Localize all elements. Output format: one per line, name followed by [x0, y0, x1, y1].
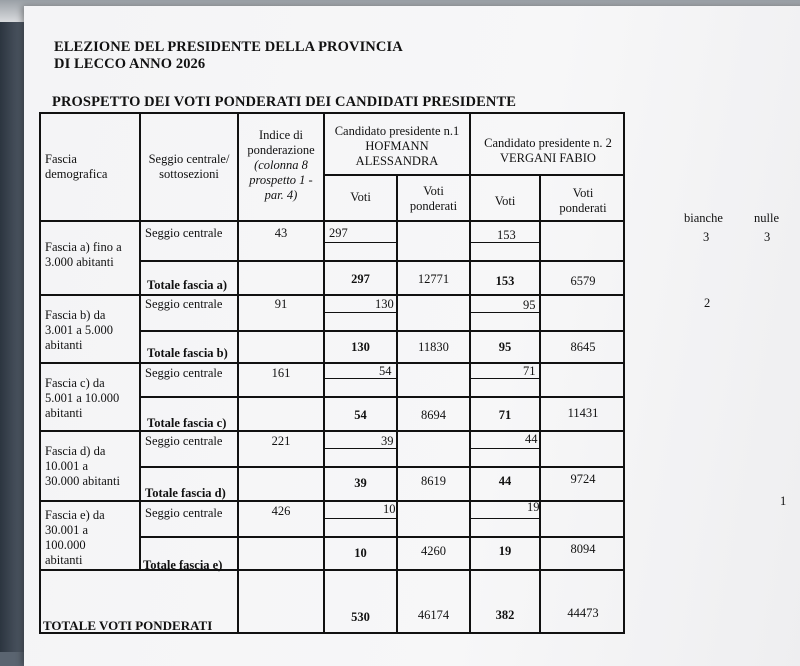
fascia-a-l1: Fascia a) fino a	[45, 240, 122, 254]
hline-b-bottom	[41, 362, 625, 364]
c2-tot-c: 71	[498, 408, 512, 422]
c1-tot-c: 54	[354, 408, 367, 422]
extra-value: 1	[780, 494, 787, 508]
c1-voti-a: 297	[329, 226, 348, 240]
indice-c: 161	[271, 366, 291, 380]
c2-pond-d: 9724	[570, 472, 596, 486]
bianche-label: bianche	[684, 211, 723, 225]
header-indice-l3: (colonna 8	[254, 158, 308, 172]
c2-tot-e: 19	[498, 544, 512, 558]
header-candidate-1	[325, 124, 469, 169]
seggio-c: Seggio centrale	[145, 366, 223, 380]
fascia-a-l2: 3.000 abitanti	[45, 255, 114, 269]
header-indice-l5: par. 4)	[264, 188, 298, 202]
grand-total-c1-pond: 46174	[417, 608, 450, 622]
header-c1-voti: Voti	[350, 190, 371, 204]
nulle-label: nulle	[754, 211, 779, 225]
vline-c2	[539, 174, 541, 632]
seggio-a: Seggio centrale	[145, 226, 223, 240]
c1-pond-e: 4260	[421, 544, 446, 558]
fascia-b-label	[45, 308, 139, 353]
c1-pond-d: 8619	[421, 474, 446, 488]
c1-voti-e: 10	[383, 502, 396, 516]
fascia-d-l3: 30.000 abitanti	[45, 474, 120, 488]
nulle-a-value: 3	[764, 230, 771, 244]
fascia-e-l1: Fascia e) da	[45, 508, 105, 522]
subline-a1	[323, 242, 396, 243]
header-c2-ponderati	[541, 186, 625, 216]
totale-b-label: Totale fascia b)	[147, 346, 228, 360]
c2-pond-e: 8094	[570, 542, 596, 556]
indice-d: 221	[271, 434, 291, 448]
bianche-b-value: 2	[704, 296, 711, 310]
indice-e: 426	[271, 504, 291, 518]
header-cand1-l3: ALESSANDRA	[355, 154, 439, 168]
fascia-e-label	[45, 508, 139, 568]
indice-a: 43	[274, 226, 288, 240]
hline-d-mid	[139, 466, 625, 468]
c2-pond-c: 11431	[567, 406, 599, 420]
subline-b1	[323, 312, 396, 313]
header-c2-pond-l1: Voti	[572, 186, 594, 200]
bianche-a-value: 3	[703, 230, 710, 244]
c2-tot-b: 95	[498, 340, 512, 354]
c2-voti-d: 44	[525, 432, 538, 446]
seggio-b: Seggio centrale	[145, 297, 223, 311]
votes-table	[39, 112, 625, 634]
header-indice-l1: Indice di	[258, 128, 304, 142]
c1-tot-b: 130	[351, 340, 370, 354]
header-indice-l2: ponderazione	[247, 143, 315, 157]
c1-tot-a: 297	[351, 272, 370, 286]
grand-total-label: TOTALE VOTI PONDERATI	[43, 618, 213, 633]
totale-e-label: Totale fascia e)	[143, 558, 223, 572]
header-c2-pond-l2: ponderati	[559, 201, 607, 215]
fascia-d-label	[45, 444, 139, 489]
c1-tot-e: 10	[354, 546, 367, 560]
c1-voti-d: 39	[381, 434, 394, 448]
totale-d-label: Totale fascia d)	[145, 486, 226, 500]
c1-voti-c: 54	[379, 364, 392, 378]
header-indice	[239, 128, 323, 203]
header-c1-pond-l2: ponderati	[409, 199, 458, 213]
c2-voti-b: 95	[523, 298, 536, 312]
subline-e1	[323, 518, 396, 519]
hline-e-mid	[139, 536, 625, 538]
vline-c1	[396, 174, 398, 632]
header-cand1-l2: HOFMANN	[365, 139, 429, 153]
header-c1-pond-l1: Voti	[423, 184, 444, 198]
fascia-b-l3: abitanti	[45, 338, 83, 352]
hline-header-bottom	[41, 220, 625, 222]
hline-header-sub	[323, 174, 625, 176]
header-candidate-2	[471, 136, 625, 166]
fascia-c-l1: Fascia c) da	[45, 376, 105, 390]
hline-a-mid	[139, 260, 625, 262]
header-seggio: Seggio centrale/ sottosezioni	[148, 152, 230, 181]
fascia-e-l3: 100.000	[45, 538, 86, 552]
totale-c-label: Totale fascia c)	[147, 416, 227, 430]
indice-b: 91	[274, 297, 288, 311]
c1-voti-b: 130	[375, 297, 394, 311]
header-c2-voti: Voti	[494, 194, 516, 208]
fascia-d-l2: 10.001 a	[45, 459, 89, 473]
header-cand1-l1: Candidato presidente n.1	[334, 124, 460, 138]
fascia-c-l2: 5.001 a 10.000	[45, 391, 120, 405]
fascia-b-l1: Fascia b) da	[45, 308, 106, 322]
hline-a-bottom	[41, 294, 625, 296]
fascia-a-label	[45, 240, 139, 270]
hline-b-mid	[139, 330, 625, 332]
fascia-d-l1: Fascia d) da	[45, 444, 106, 458]
header-cand2-l2: VERGANI FABIO	[500, 151, 596, 165]
title-line-1: ELEZIONE DEL PRESIDENTE DELLA PROVINCIA	[54, 39, 403, 55]
seggio-d: Seggio centrale	[145, 434, 223, 448]
hline-c-mid	[139, 396, 625, 398]
c2-tot-d: 44	[498, 474, 512, 488]
title-line-2: DI LECCO ANNO 2026	[54, 56, 206, 72]
grand-total-c1-voti: 530	[351, 610, 370, 624]
header-cand2-l1: Candidato presidente n. 2	[484, 136, 612, 150]
c1-tot-d: 39	[354, 476, 367, 490]
c2-pond-b: 8645	[570, 340, 596, 354]
c2-voti-a: 153	[497, 228, 516, 242]
grand-total-c2-voti: 382	[495, 608, 515, 622]
totale-a-label: Totale fascia a)	[147, 278, 228, 292]
subline-d2	[469, 448, 539, 449]
hline-e-bottom	[41, 569, 625, 571]
header-c1-ponderati	[398, 184, 469, 214]
fascia-e-l4: abitanti	[45, 553, 83, 567]
grand-total-c2-pond: 44473	[567, 606, 599, 620]
subline-e2	[469, 518, 539, 519]
header-indice-l4: prospetto 1 -	[249, 173, 313, 187]
fascia-c-label	[45, 376, 139, 421]
fascia-e-l2: 30.001 a	[45, 523, 89, 537]
seggio-e: Seggio centrale	[145, 506, 223, 520]
c1-pond-a: 12771	[417, 272, 450, 286]
c2-pond-a: 6579	[570, 274, 596, 288]
fascia-c-l3: abitanti	[45, 406, 83, 420]
c2-tot-a: 153	[495, 274, 515, 288]
c1-pond-c: 8694	[421, 408, 446, 422]
c2-voti-c: 71	[523, 364, 536, 378]
fascia-b-l2: 3.001 a 5.000	[45, 323, 114, 337]
c1-pond-b: 11830	[418, 340, 449, 354]
header-fascia: Fascia demografica	[45, 152, 108, 181]
table-subtitle: PROSPETTO DEI VOTI PONDERATI DEI CANDIDATI PRESIDENTE	[52, 94, 516, 110]
c2-voti-e: 19	[527, 500, 540, 514]
